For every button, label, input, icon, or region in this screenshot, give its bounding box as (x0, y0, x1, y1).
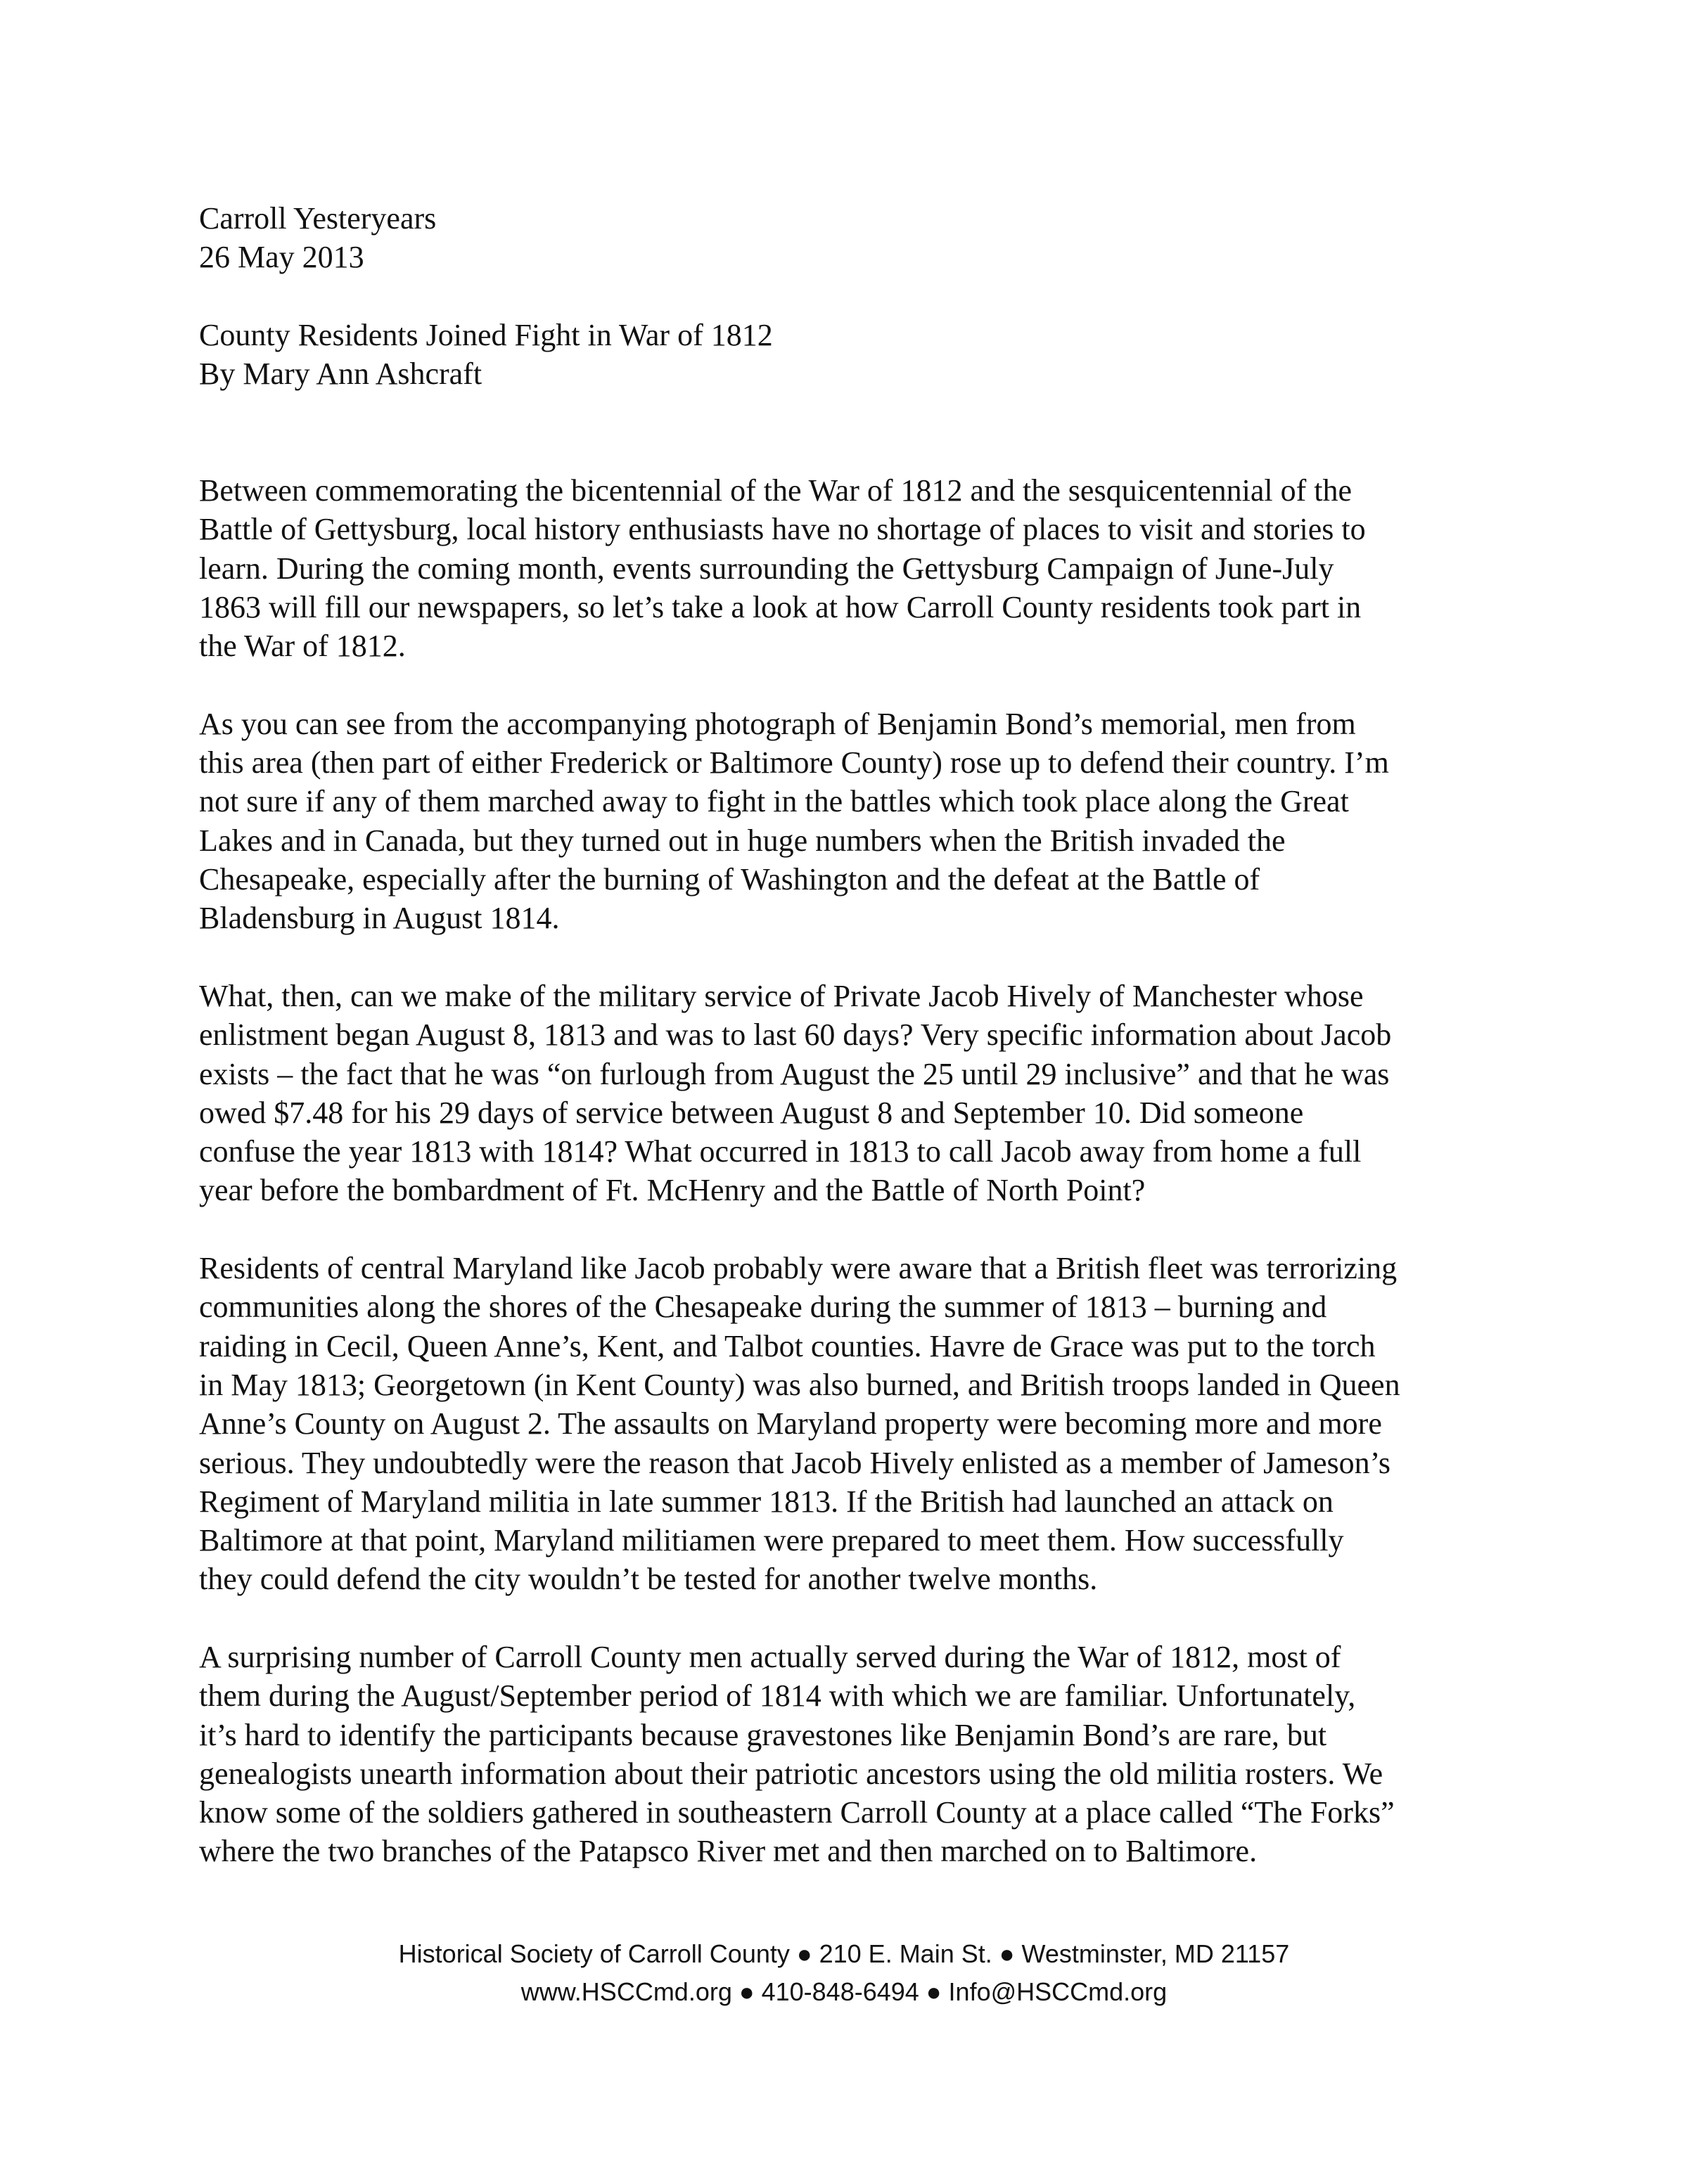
paragraph-line: enlistment began August 8, 1813 and was to last 60 days? Very specific information about Jacob (199, 1017, 1392, 1053)
paragraph-line: raiding in Cecil, Queen Anne’s, Kent, and Talbot counties. Havre de Grace was put to the torch (199, 1328, 1376, 1363)
article-date: 26 May 2013 (199, 240, 364, 275)
paragraph (199, 1638, 1400, 1871)
paragraph-line: they could defend the city wouldn’t be tested for another twelve months. (199, 1562, 1098, 1597)
paragraph-line: it’s hard to identify the participants because gravestones like Benjamin Bond’s are rare, but (199, 1717, 1327, 1752)
paragraph-line: the War of 1812. (199, 629, 406, 664)
paragraph-line: Battle of Gettysburg, local history enthusiasts have no shortage of places to visit and stories to (199, 512, 1366, 547)
paragraph-line: confuse the year 1813 with 1814? What occurred in 1813 to call Jacob away from home a full (199, 1134, 1362, 1169)
paragraph-line: Between commemorating the bicentennial of the War of 1812 and the sesquicentennial of the (199, 473, 1352, 508)
paragraph (199, 705, 1400, 938)
paragraph (199, 471, 1400, 665)
paragraph-line: this area (then part of either Frederick or Baltimore County) rose up to defend their country. I’m (199, 745, 1389, 781)
paragraph-line: Chesapeake, especially after the burning of Washington and the defeat at the Battle of (199, 862, 1260, 897)
paragraph-line: communities along the shores of the Chesapeake during the summer of 1813 – burning and (199, 1290, 1327, 1325)
paragraph-line: 1863 will fill our newspapers, so let’s take a look at how Carroll County residents took part in (199, 589, 1362, 624)
paragraph-line: Bladensburg in August 1814. (199, 901, 560, 936)
paragraph-line: Baltimore at that point, Maryland militiamen were prepared to meet them. How successfully (199, 1523, 1344, 1558)
paragraph-line: A surprising number of Carroll County men actually served during the War of 1812, most of (199, 1639, 1341, 1674)
paragraph (199, 977, 1400, 1210)
column-name: Carroll Yesteryears (199, 201, 437, 236)
paragraph-line: Regiment of Maryland militia in late summer 1813. If the British had launched an attack on (199, 1484, 1334, 1519)
footer-address: Historical Society of Carroll County ● 210 E. Main St. ● Westminster, MD 21157 (398, 1939, 1290, 1968)
paragraph-line: in May 1813; Georgetown (in Kent County) was also burned, and British troops landed in Queen (199, 1367, 1400, 1402)
footer (0, 1935, 1688, 2011)
footer-contact: www.HSCCmd.org ● 410-848-6494 ● Info@HSCCmd.org (520, 1977, 1168, 2006)
paragraph-line: them during the August/September period of 1814 with which we are familiar. Unfortunately, (199, 1678, 1356, 1714)
paragraph-line: Residents of central Maryland like Jacob probably were aware that a British fleet was terrorizing (199, 1251, 1398, 1286)
paragraph-line: What, then, can we make of the military service of Private Jacob Hively of Manchester whose (199, 978, 1364, 1013)
paragraph-line: learn. During the coming month, events surrounding the Gettysburg Campaign of June-July (199, 551, 1334, 586)
paragraph-line: owed $7.48 for his 29 days of service between August 8 and September 10. Did someone (199, 1095, 1304, 1130)
paragraph-line: Lakes and in Canada, but they turned out in huge numbers when the British invaded the (199, 823, 1286, 858)
article-title: County Residents Joined Fight in War of 1812 (199, 317, 773, 352)
paragraph-line: know some of the soldiers gathered in southeastern Carroll County at a place called “The Forks” (199, 1795, 1395, 1830)
paragraph-line: exists – the fact that he was “on furlough from August the 25 until 29 inclusive” and that he was (199, 1056, 1390, 1091)
paragraph-line: As you can see from the accompanying photograph of Benjamin Bond’s memorial, men from (199, 706, 1356, 741)
paragraph-line: genealogists unearth information about their patriotic ancestors using the old militia rosters. We (199, 1756, 1383, 1791)
byline: By Mary Ann Ashcraft (199, 356, 482, 392)
paragraph-line: not sure if any of them marched away to fight in the battles which took place along the Great (199, 784, 1349, 819)
paragraph (199, 1249, 1400, 1599)
paragraph-line: year before the bombardment of Ft. McHenry and the Battle of North Point? (199, 1173, 1146, 1208)
paragraph-line: serious. They undoubtedly were the reason that Jacob Hively enlisted as a member of Jameson’s (199, 1445, 1390, 1480)
article (199, 199, 1400, 1871)
paragraph-line: where the two branches of the Patapsco River met and then marched on to Baltimore. (199, 1834, 1258, 1869)
article-body (199, 471, 1400, 1871)
paragraph-line: Anne’s County on August 2. The assaults on Maryland property were becoming more and more (199, 1406, 1382, 1441)
